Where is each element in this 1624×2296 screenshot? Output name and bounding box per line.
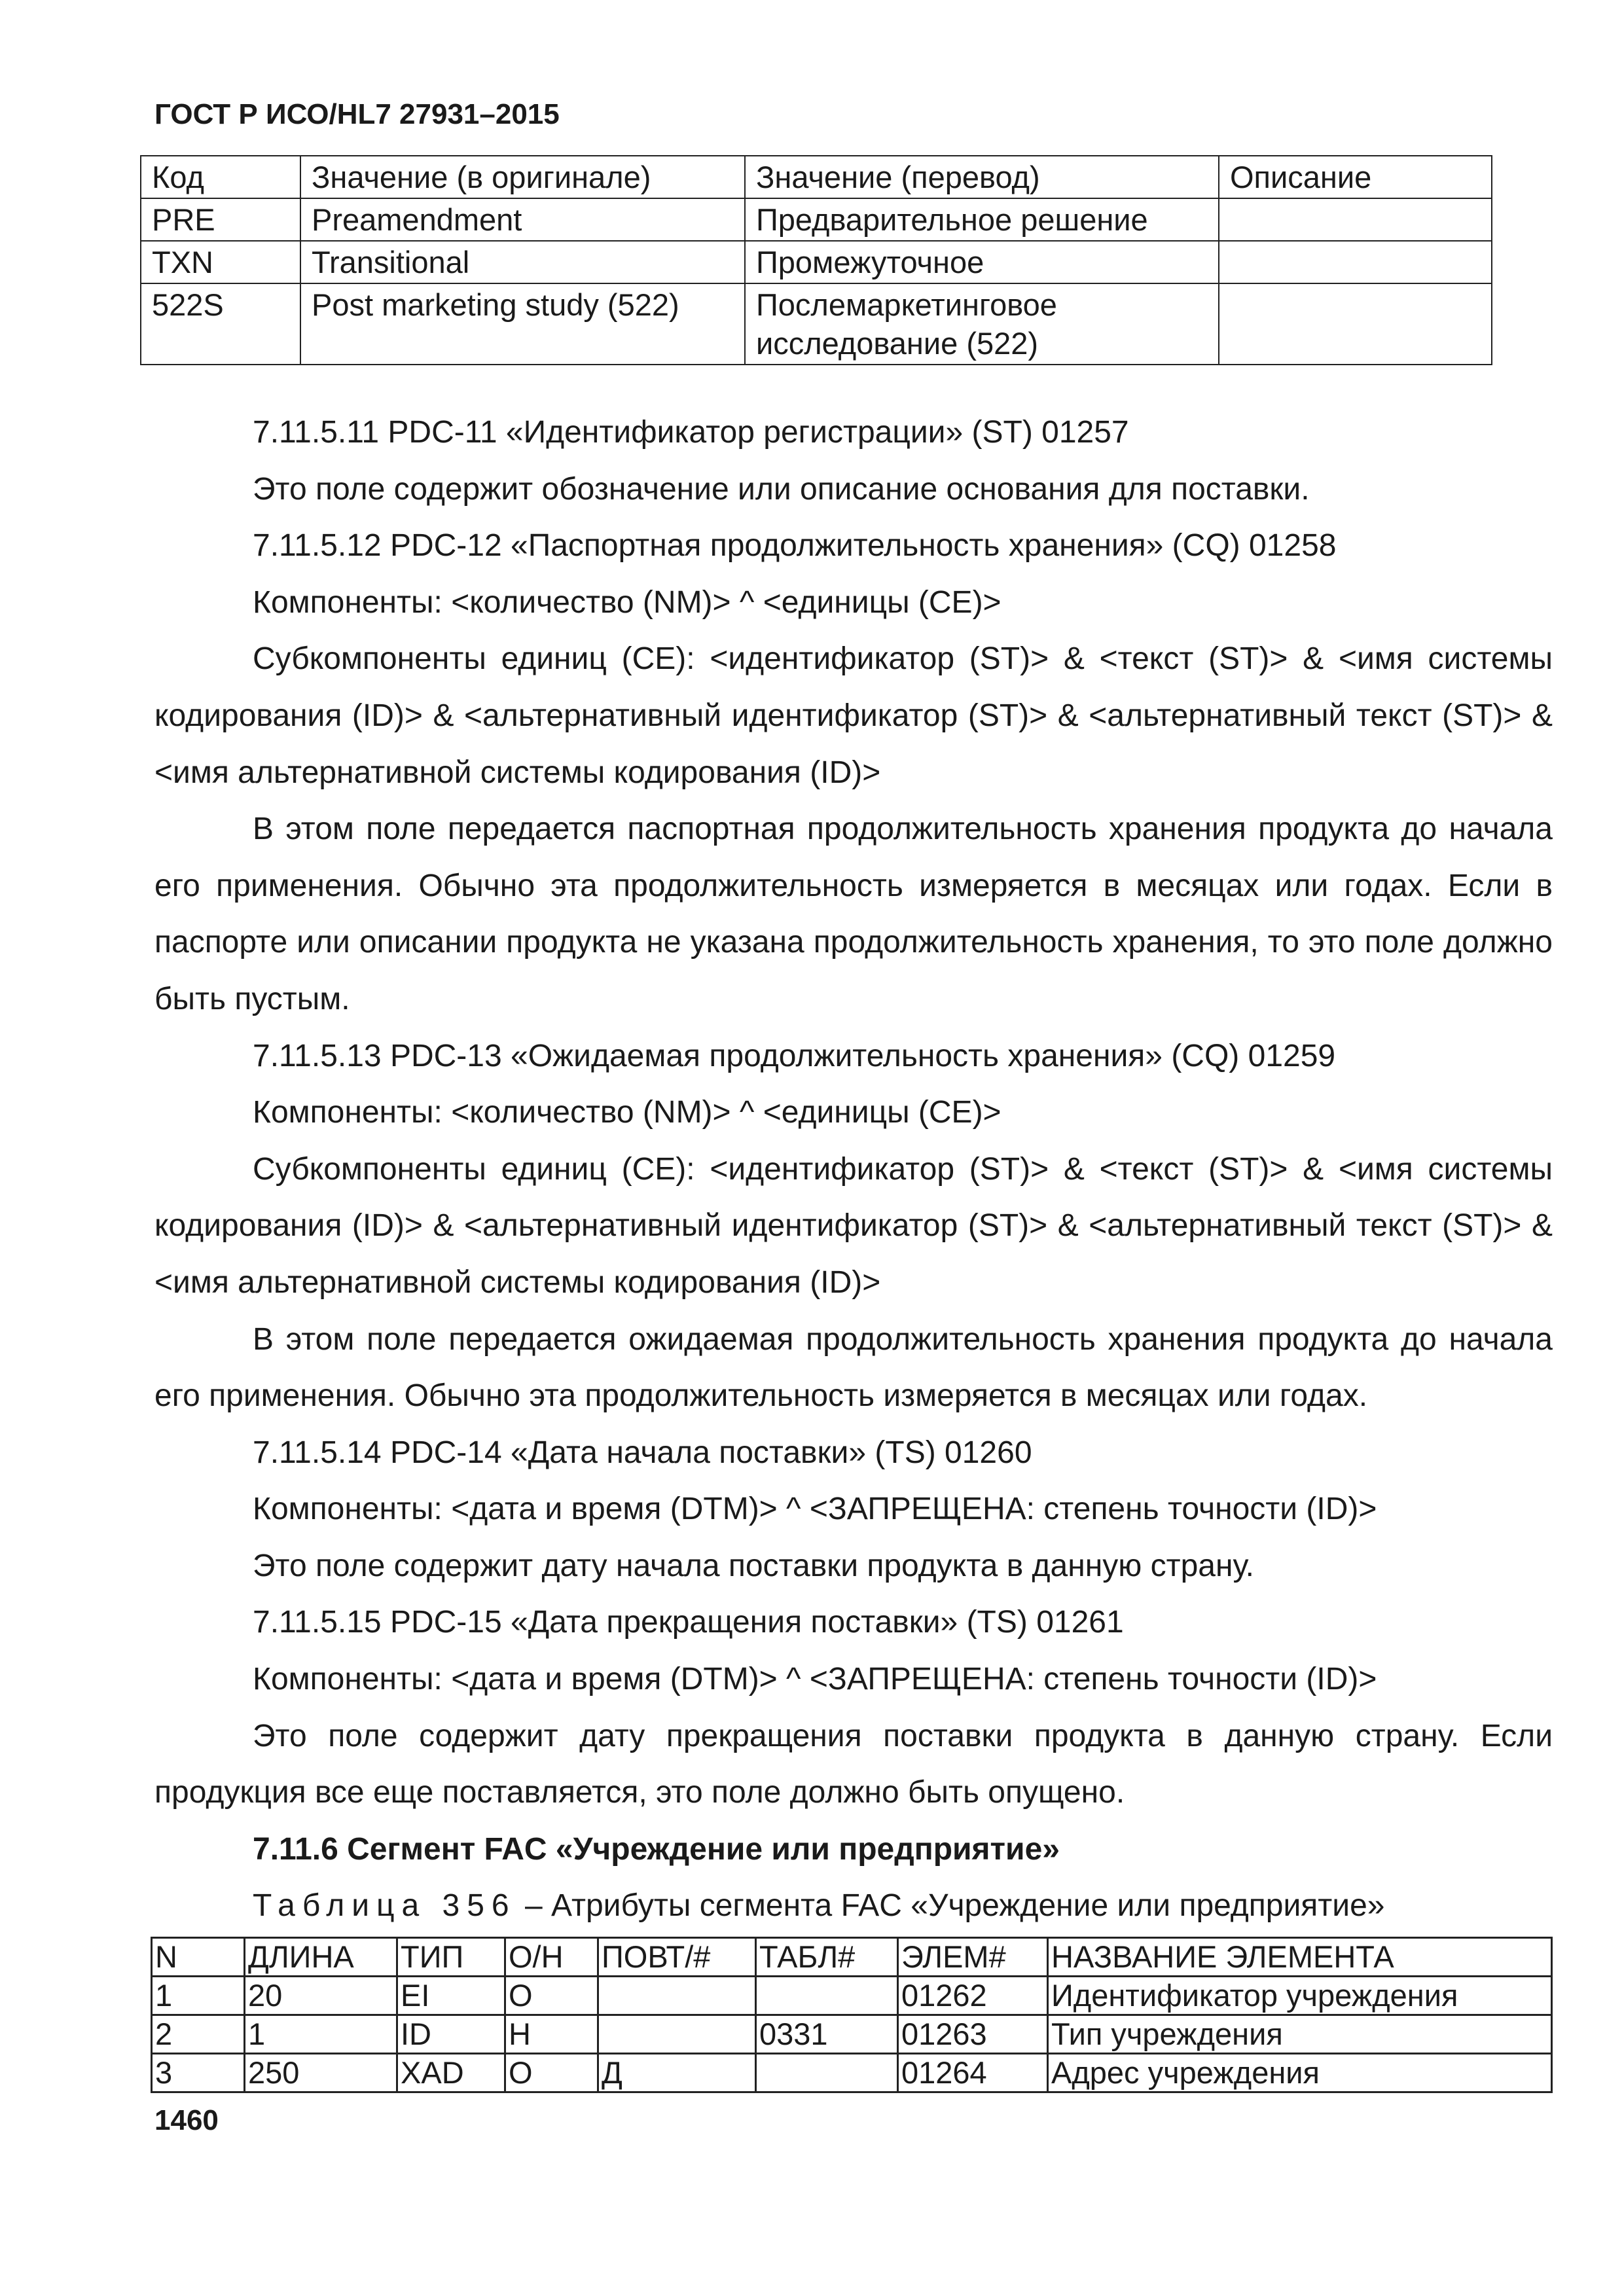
paragraph: Компоненты: <количество (NM)> ^ <единицы (CE)>: [253, 584, 1001, 620]
table-cell: Предварительное решение: [745, 198, 1219, 241]
table-header-cell: Значение (в оригинале): [300, 156, 745, 198]
table-cell: 0331: [756, 2015, 898, 2054]
table-header-cell: ЭЛЕМ#: [898, 1938, 1048, 1977]
table-cell: Идентификатор учреждения: [1048, 1977, 1552, 2015]
paragraph: Субкомпоненты единиц (CE): <идентификатор (ST)> & <текст (ST)> & <имя системы кодирования (ID)> & <альтернативный идентификатор (ST)> & <альтернативный текст (ST)> & <имя альтернативной системы кодирования (ID)>: [154, 1151, 1553, 1300]
table-cell: Post marketing study (522): [300, 283, 745, 365]
table-cell: Preamendment: [300, 198, 745, 241]
table-cell: 522S: [141, 283, 300, 365]
table-row: [141, 241, 1492, 283]
table-cell: EI: [397, 1977, 505, 2015]
table-cell: TXN: [141, 241, 300, 283]
table-cell: Д: [598, 2054, 756, 2092]
table-cell: Адрес учреждения: [1048, 2054, 1552, 2092]
table-cell: ID: [397, 2015, 505, 2054]
section-heading: 7.11.6 Сегмент FAC «Учреждение или предприятие»: [253, 1831, 1060, 1867]
field-heading: 7.11.5.14 PDC-14 «Дата начала поставки» (TS) 01260: [253, 1435, 1032, 1470]
table-cell: О: [505, 1977, 598, 2015]
table-cell: Промежуточное: [745, 241, 1219, 283]
table-cell: 250: [245, 2054, 397, 2092]
paragraph: В этом поле передается паспортная продолжительность хранения продукта до начала его применения. Обычно эта продолжительность измеряется в месяцах или годах. Если в паспорте или описании продукта не указана продолжительность хранения, то это поле должно быть пустым.: [154, 812, 1553, 1016]
table-header-row: [152, 1938, 1552, 1977]
table-row: [141, 198, 1492, 241]
table-row: [152, 2054, 1552, 2092]
paragraph: Субкомпоненты единиц (CE): <идентификатор (ST)> & <текст (ST)> & <имя системы кодирования (ID)> & <альтернативный идентификатор (ST)> & <альтернативный текст (ST)> & <имя альтернативной системы кодирования (ID)>: [154, 641, 1553, 790]
table-cell: Послемаркетинговое исследование (522): [745, 283, 1219, 365]
table-cell: PRE: [141, 198, 300, 241]
table-cell: Transitional: [300, 241, 745, 283]
table-cell: [598, 1977, 756, 2015]
table-cell: 1: [152, 1977, 245, 2015]
table-cell: [756, 1977, 898, 2015]
body-text: [154, 404, 1553, 1935]
field-heading: 7.11.5.12 PDC-12 «Паспортная продолжительность хранения» (CQ) 01258: [253, 528, 1337, 564]
field-heading: 7.11.5.15 PDC-15 «Дата прекращения поставки» (TS) 01261: [253, 1605, 1124, 1640]
table-cell: XAD: [397, 2054, 505, 2092]
paragraph: Это поле содержит дату прекращения поставки продукта в данную страну. Если продукция все еще поставляется, это поле должно быть опущено.: [154, 1718, 1553, 1810]
table-cell: О: [505, 2054, 598, 2092]
code-table: [140, 155, 1492, 365]
field-heading: 7.11.5.11 PDC-11 «Идентификатор регистрации» (ST) 01257: [253, 415, 1129, 450]
table-caption: [154, 1878, 1553, 1935]
fac-attributes-table: [151, 1937, 1553, 2093]
table-cell: Тип учреждения: [1048, 2015, 1552, 2054]
paragraph: Компоненты: <дата и время (DTM)> ^ <ЗАПРЕЩЕНА: степень точности (ID)>: [253, 1662, 1377, 1697]
table-cell: 1: [245, 2015, 397, 2054]
table-cell: 01263: [898, 2015, 1048, 2054]
table-header-cell: N: [152, 1938, 245, 1977]
table-row: [152, 1977, 1552, 2015]
table-header-cell: ТАБЛ#: [756, 1938, 898, 1977]
paragraph: Компоненты: <дата и время (DTM)> ^ <ЗАПРЕЩЕНА: степень точности (ID)>: [253, 1492, 1377, 1527]
table-header-row: [141, 156, 1492, 198]
table-row: [152, 2015, 1552, 2054]
table-cell: [1219, 283, 1492, 365]
page-number: 1460: [154, 2104, 219, 2136]
paragraph: Это поле содержит обозначение или описание основания для поставки.: [253, 471, 1310, 507]
table-header-cell: ДЛИНА: [245, 1938, 397, 1977]
table-row: [141, 283, 1492, 365]
table-cell: 3: [152, 2054, 245, 2092]
field-heading: 7.11.5.13 PDC-13 «Ожидаемая продолжительность хранения» (CQ) 01259: [253, 1038, 1336, 1073]
paragraph: Компоненты: <количество (NM)> ^ <единицы (CE)>: [253, 1095, 1001, 1130]
table-header-cell: ПОВТ/#: [598, 1938, 756, 1977]
table-header-cell: Значение (перевод): [745, 156, 1219, 198]
paragraph: Это поле содержит дату начала поставки продукта в данную страну.: [253, 1548, 1254, 1583]
table-header-cell: Код: [141, 156, 300, 198]
table-header-cell: НАЗВАНИЕ ЭЛЕМЕНТА: [1048, 1938, 1552, 1977]
table-caption-label: Таблица 356: [253, 1888, 516, 1924]
table-cell: 01264: [898, 2054, 1048, 2092]
table-caption-text: – Атрибуты сегмента FAC «Учреждение или предприятие»: [516, 1888, 1385, 1924]
table-cell: 2: [152, 2015, 245, 2054]
paragraph: В этом поле передается ожидаемая продолжительность хранения продукта до начала его применения. Обычно эта продолжительность измеряется в месяцах или годах.: [154, 1321, 1553, 1414]
table-cell: [1219, 241, 1492, 283]
table-cell: [1219, 198, 1492, 241]
table-cell: Н: [505, 2015, 598, 2054]
table-header-cell: Описание: [1219, 156, 1492, 198]
table-header-cell: О/Н: [505, 1938, 598, 1977]
table-cell: [756, 2054, 898, 2092]
table-cell: 20: [245, 1977, 397, 2015]
document-header: ГОСТ Р ИСО/HL7 27931–2015: [154, 98, 560, 130]
table-header-cell: ТИП: [397, 1938, 505, 1977]
table-cell: 01262: [898, 1977, 1048, 2015]
table-cell: [598, 2015, 756, 2054]
